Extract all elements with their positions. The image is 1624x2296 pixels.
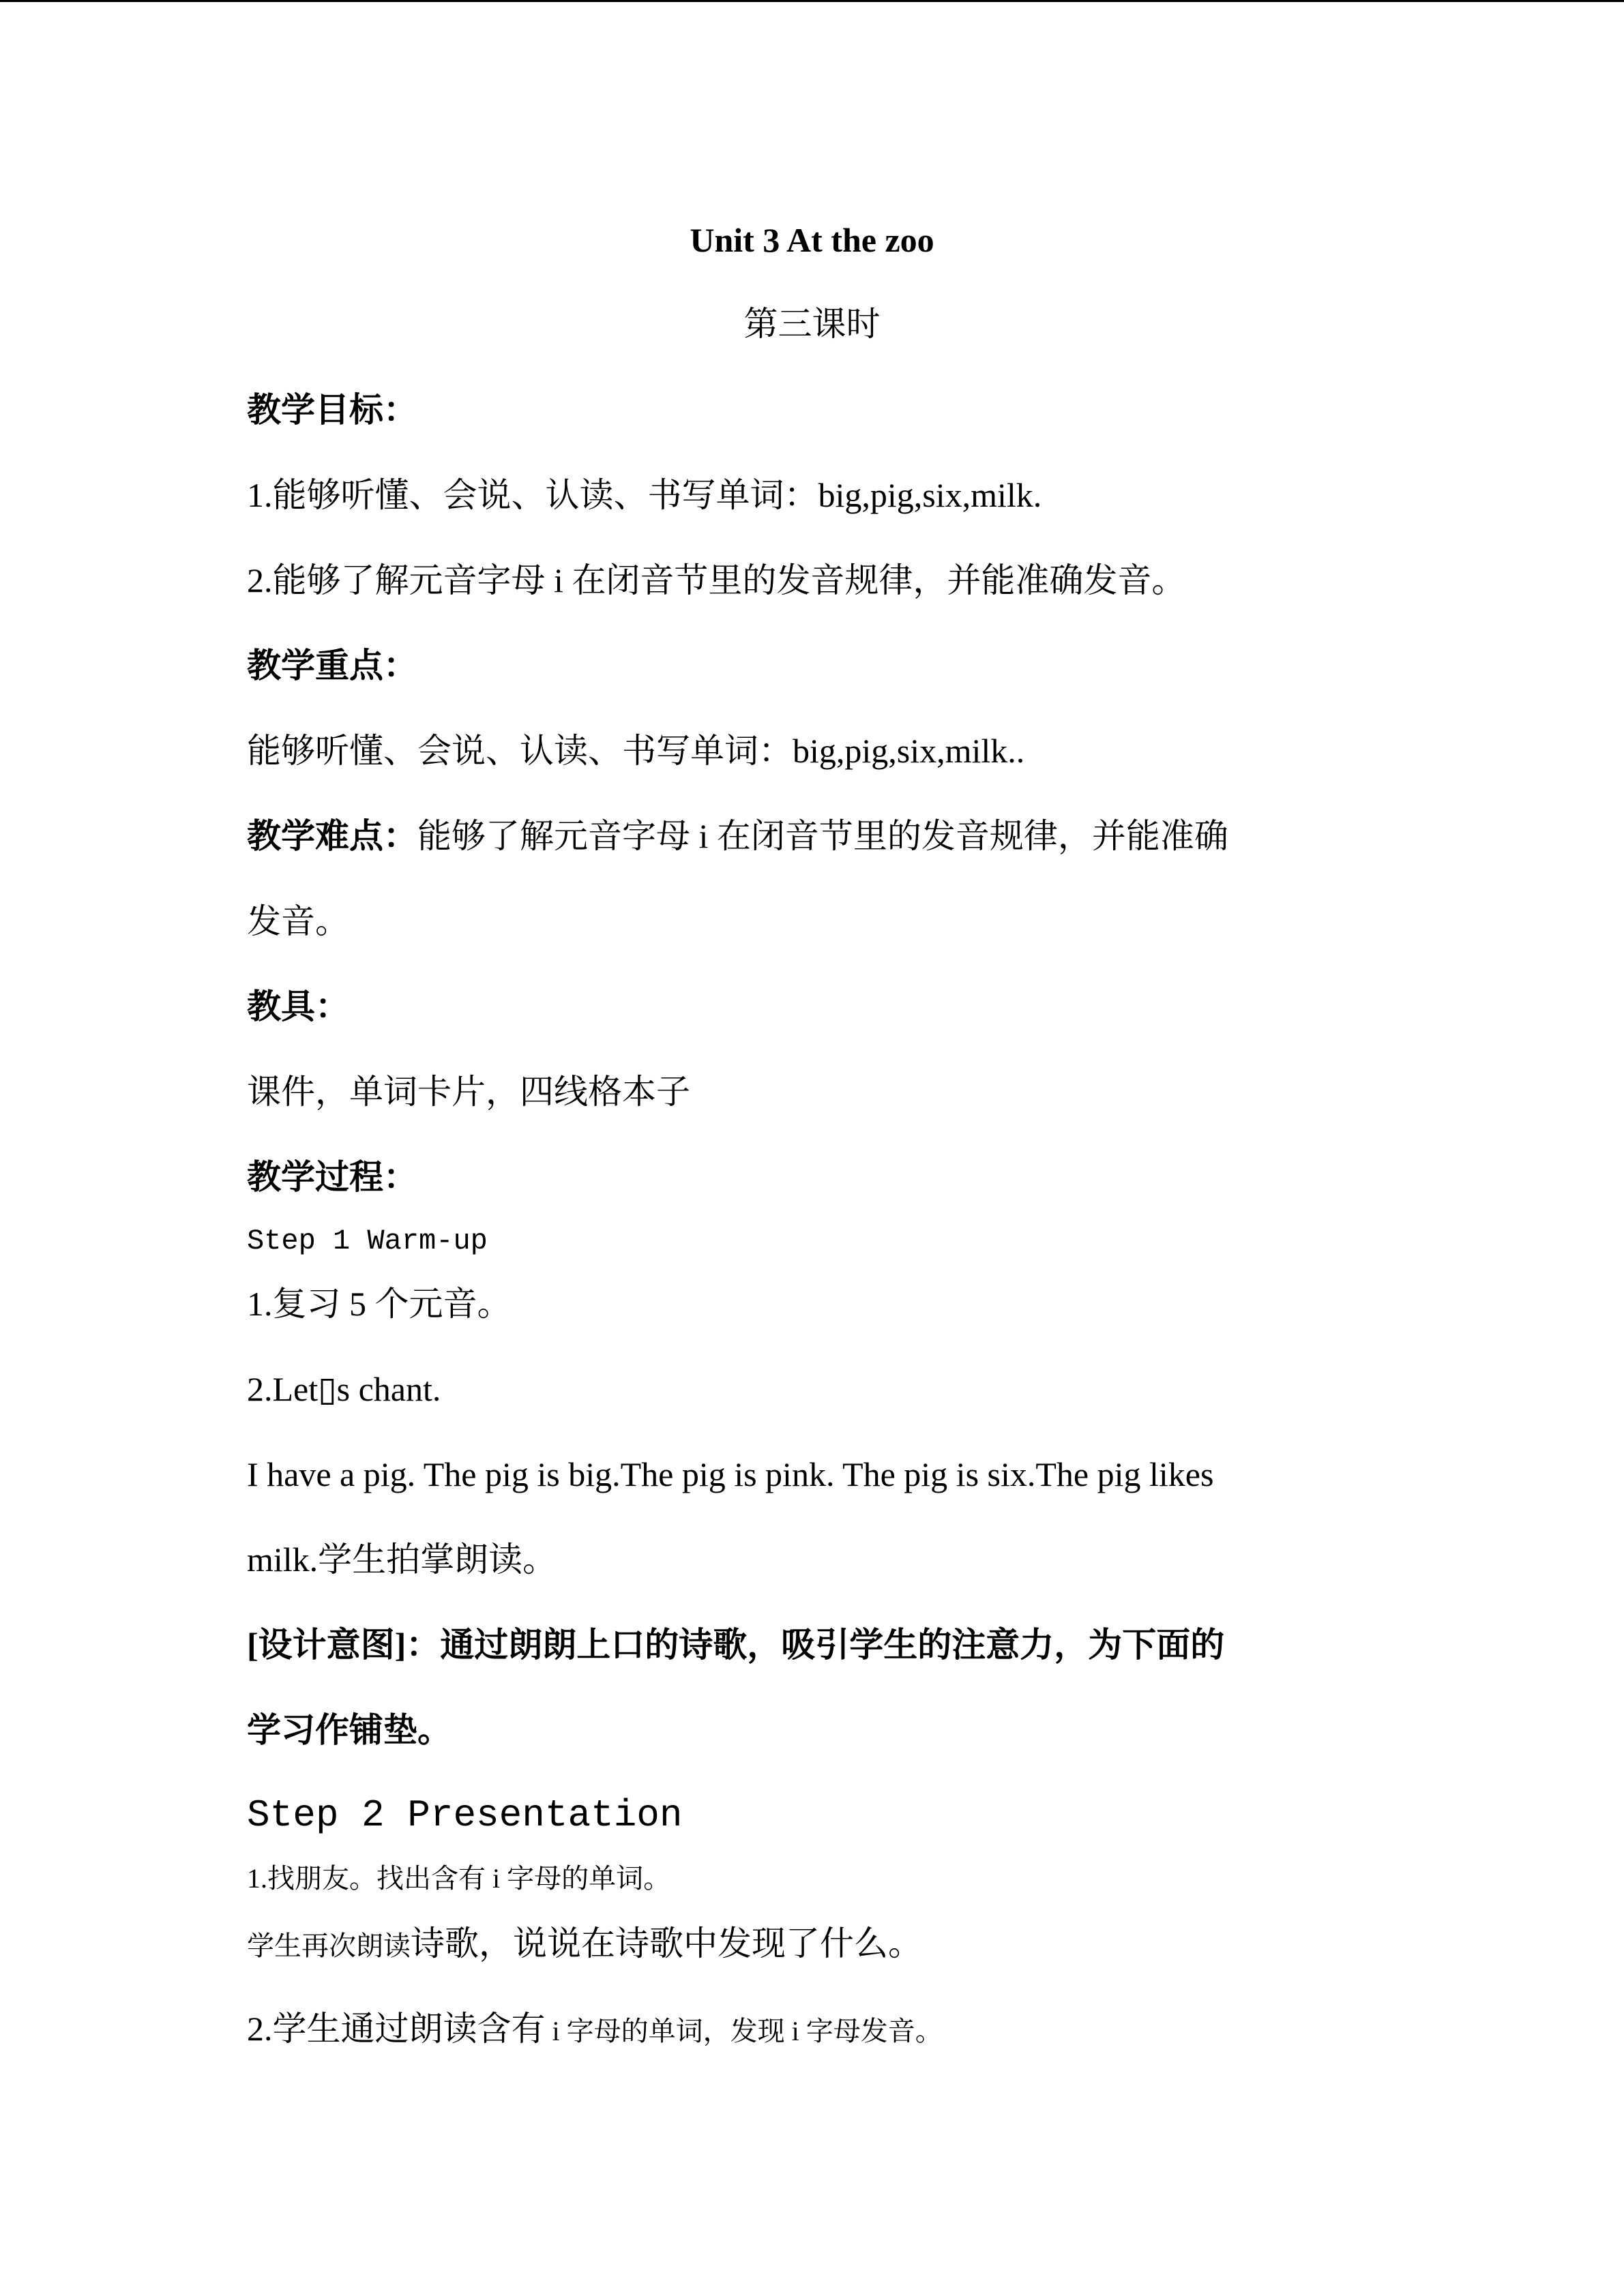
tools-text: 课件，单词卡片，四线格本子 [247,1073,690,1111]
objective-item-1: 1.能够听懂、会说、认读、书写单词：big,pig,six,milk. [247,476,1042,514]
objective-item-2: 2.能够了解元音字母 i 在闭音节里的发音规律，并能准确发音。 [247,561,1186,599]
key-points-heading: 教学重点： [247,646,417,685]
step1-title: Step 1 Warm-up [247,1225,488,1257]
chant-text-line-1: I have a pig. The pig is big.The pig is pink. The pig is six.The pig likes [247,1455,1214,1493]
step2-item-1-detail-part-b: 诗歌，说说在诗歌中发现了什么。 [411,1924,922,1963]
chant-text-line-2: milk.学生拍掌朗读。 [247,1540,557,1579]
step1-item-1: 1.复习 5 个元音。 [247,1285,512,1323]
step1-item-2: 2.Let▯s chant. [247,1370,441,1408]
objectives-heading: 教学目标： [247,391,417,429]
difficulties-heading: 教学难点： [247,817,417,855]
step2-item-1-detail-part-a: 学生再次朗读 [247,1930,411,1961]
step2-item-2 [247,2008,943,2050]
difficulties-text-continued: 发音。 [247,902,349,940]
difficulties-line [247,815,1228,857]
tools-heading: 教具： [247,987,349,1026]
process-heading: 教学过程： [247,1158,417,1196]
document-subtitle: 第三课时 [743,305,881,343]
design-intent-line-1: [设计意图]：通过朗朗上口的诗歌，吸引学生的注意力，为下面的 [247,1626,1225,1664]
key-points-text: 能够听懂、会说、认读、书写单词：big,pig,six,milk.. [247,732,1025,770]
page-top-border [0,0,1624,2]
step2-item-1-detail [247,1922,922,1965]
design-intent-line-2: 学习作铺垫。 [247,1711,452,1749]
step2-item-2-part-b: i 字母的单词，发现 i 字母发音。 [545,2016,943,2046]
difficulties-text: 能够了解元音字母 i 在闭音节里的发音规律，并能准确 [417,817,1228,855]
step2-item-2-part-a: 2.学生通过朗读含有 [247,2010,546,2048]
step2-title: Step 2 Presentation [247,1793,683,1837]
step2-item-1: 1.找朋友。找出含有 i 字母的单词。 [247,1863,671,1894]
document-title: Unit 3 At the zoo [690,221,934,259]
